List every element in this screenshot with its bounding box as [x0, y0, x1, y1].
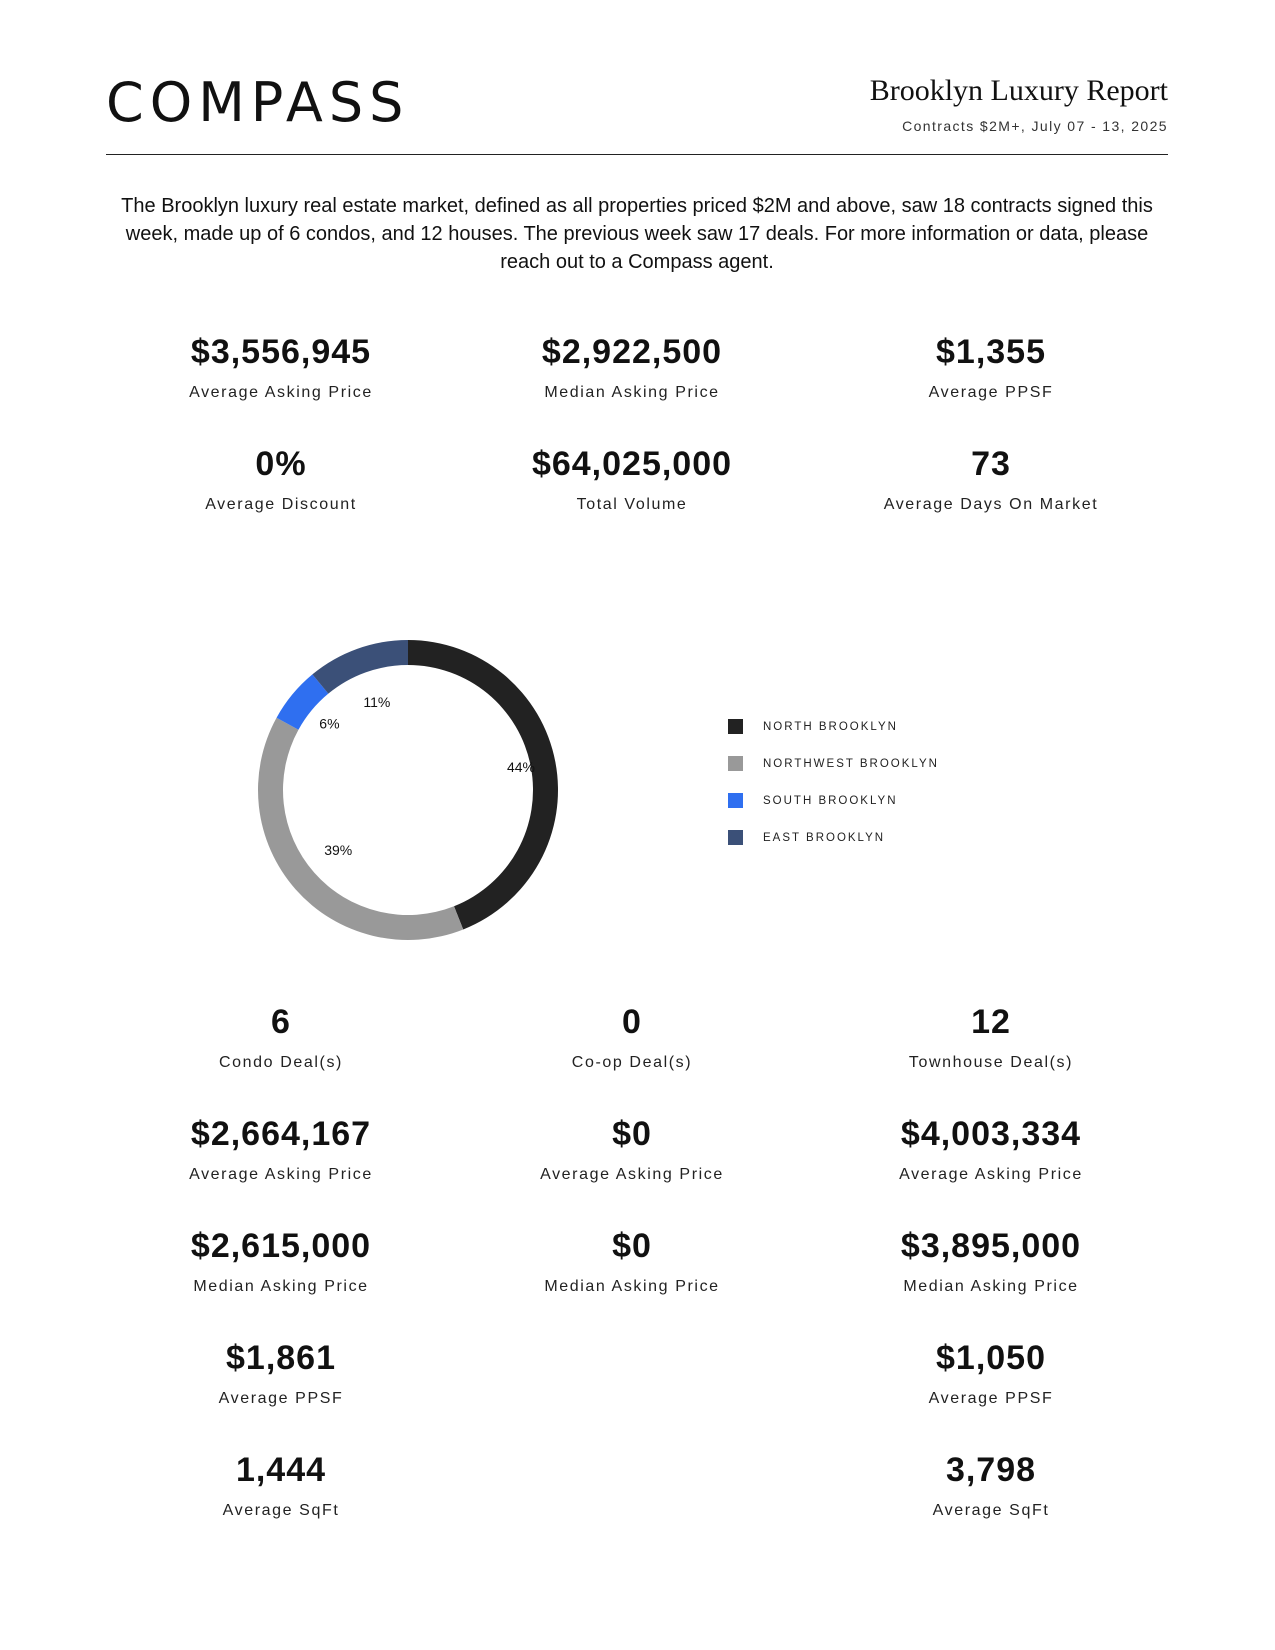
stat-label: Median Asking Price — [903, 1278, 1079, 1295]
stat-label: Average Asking Price — [189, 384, 373, 401]
donut-slice-north-brooklyn — [408, 640, 558, 929]
stat-total-volume — [467, 442, 797, 514]
stat-label: Median Asking Price — [544, 1278, 720, 1295]
stat-value: $4,003,334 — [900, 1115, 1082, 1153]
stat-value: $2,664,167 — [190, 1115, 372, 1153]
header-divider — [106, 154, 1168, 155]
stat-label: Average Discount — [205, 496, 357, 513]
legend-label: EAST BROOKLYN — [763, 831, 886, 844]
legend-item — [728, 745, 939, 782]
stat-value: $2,615,000 — [190, 1227, 372, 1265]
stat-label: Average PPSF — [928, 1390, 1054, 1407]
donut-data-label: 39% — [324, 842, 353, 859]
stat-value: 0 — [622, 1003, 642, 1041]
stat-label: Average PPSF — [218, 1390, 344, 1407]
stat-value: 3,798 — [945, 1451, 1037, 1489]
stat-label: Co-op Deal(s) — [571, 1054, 693, 1071]
stat-value: $0 — [612, 1227, 652, 1265]
donut-data-label: 6% — [319, 715, 340, 732]
stat-coop-median-asking-price — [467, 1224, 797, 1296]
stat-average-discount — [116, 442, 446, 514]
stat-label: Average PPSF — [928, 384, 1054, 401]
donut-slice-east-brooklyn — [312, 640, 408, 694]
stat-label: Median Asking Price — [544, 384, 720, 401]
stat-value: 73 — [971, 445, 1011, 483]
stat-value: $3,895,000 — [900, 1227, 1082, 1265]
stat-value: 0% — [255, 445, 307, 483]
stat-label: Average Asking Price — [540, 1166, 724, 1183]
stat-value: $1,355 — [936, 333, 1046, 371]
stat-value: $2,922,500 — [541, 333, 723, 371]
stat-value: $1,050 — [936, 1339, 1046, 1377]
stat-value: $64,025,000 — [531, 445, 733, 483]
stat-townhouse-average-sqft — [826, 1448, 1156, 1520]
stat-coop-deals — [467, 1000, 797, 1072]
stat-condo-median-asking-price — [116, 1224, 446, 1296]
stat-average-days-on-market — [826, 442, 1156, 514]
stat-average-asking-price — [116, 330, 446, 402]
stat-townhouse-average-ppsf — [826, 1336, 1156, 1408]
stat-label: Average Asking Price — [899, 1166, 1083, 1183]
region-donut-chart — [238, 620, 578, 960]
compass-logo: COMPASS — [106, 71, 410, 134]
stat-average-ppsf — [826, 330, 1156, 402]
intro-paragraph: The Brooklyn luxury real estate market, defined as all properties priced $2M and above, saw 18 contracts signed this week, made up of 6 condos, and 12 houses. The previous week saw 17 deals. For more information or data, please reach out to a Compass agent. — [121, 195, 1153, 273]
donut-slice-northwest-brooklyn — [258, 715, 463, 940]
stat-value: $3,556,945 — [190, 333, 372, 371]
stat-median-asking-price — [467, 330, 797, 402]
legend-item — [728, 708, 939, 745]
chart-legend — [728, 708, 939, 856]
stat-label: Total Volume — [576, 496, 688, 513]
stat-label: Condo Deal(s) — [219, 1054, 343, 1071]
report-header — [106, 70, 1168, 156]
stat-label: Average SqFt — [932, 1502, 1050, 1519]
stat-townhouse-median-asking-price — [826, 1224, 1156, 1296]
stat-condo-deals — [116, 1000, 446, 1072]
stat-label: Average Asking Price — [189, 1166, 373, 1183]
stat-value: 1,444 — [235, 1451, 327, 1489]
stat-label: Average SqFt — [222, 1502, 340, 1519]
legend-label: SOUTH BROOKLYN — [763, 794, 898, 807]
legend-swatch — [728, 830, 743, 845]
donut-data-label: 44% — [506, 759, 535, 776]
legend-label: NORTH BROOKLYN — [763, 720, 898, 733]
report-title: Brooklyn Luxury Report — [869, 74, 1168, 107]
stat-townhouse-deals — [826, 1000, 1156, 1072]
stat-label: Median Asking Price — [193, 1278, 369, 1295]
legend-swatch — [728, 719, 743, 734]
donut-data-label: 11% — [363, 694, 391, 711]
stat-condo-average-asking-price — [116, 1112, 446, 1184]
stat-townhouse-average-asking-price — [826, 1112, 1156, 1184]
stat-condo-average-ppsf — [116, 1336, 446, 1408]
legend-label: NORTHWEST BROOKLYN — [763, 757, 939, 770]
stat-value: $0 — [612, 1115, 652, 1153]
stat-coop-average-asking-price — [467, 1112, 797, 1184]
stat-label: Townhouse Deal(s) — [908, 1054, 1074, 1071]
report-subtitle: Contracts $2M+, July 07 - 13, 2025 — [902, 118, 1168, 134]
stat-condo-average-sqft — [116, 1448, 446, 1520]
stat-value: 12 — [971, 1003, 1011, 1041]
legend-swatch — [728, 793, 743, 808]
stat-label: Average Days On Market — [883, 496, 1099, 513]
legend-swatch — [728, 756, 743, 771]
stat-value: 6 — [271, 1003, 291, 1041]
stat-value: $1,861 — [226, 1339, 336, 1377]
legend-item — [728, 819, 939, 856]
legend-item — [728, 782, 939, 819]
